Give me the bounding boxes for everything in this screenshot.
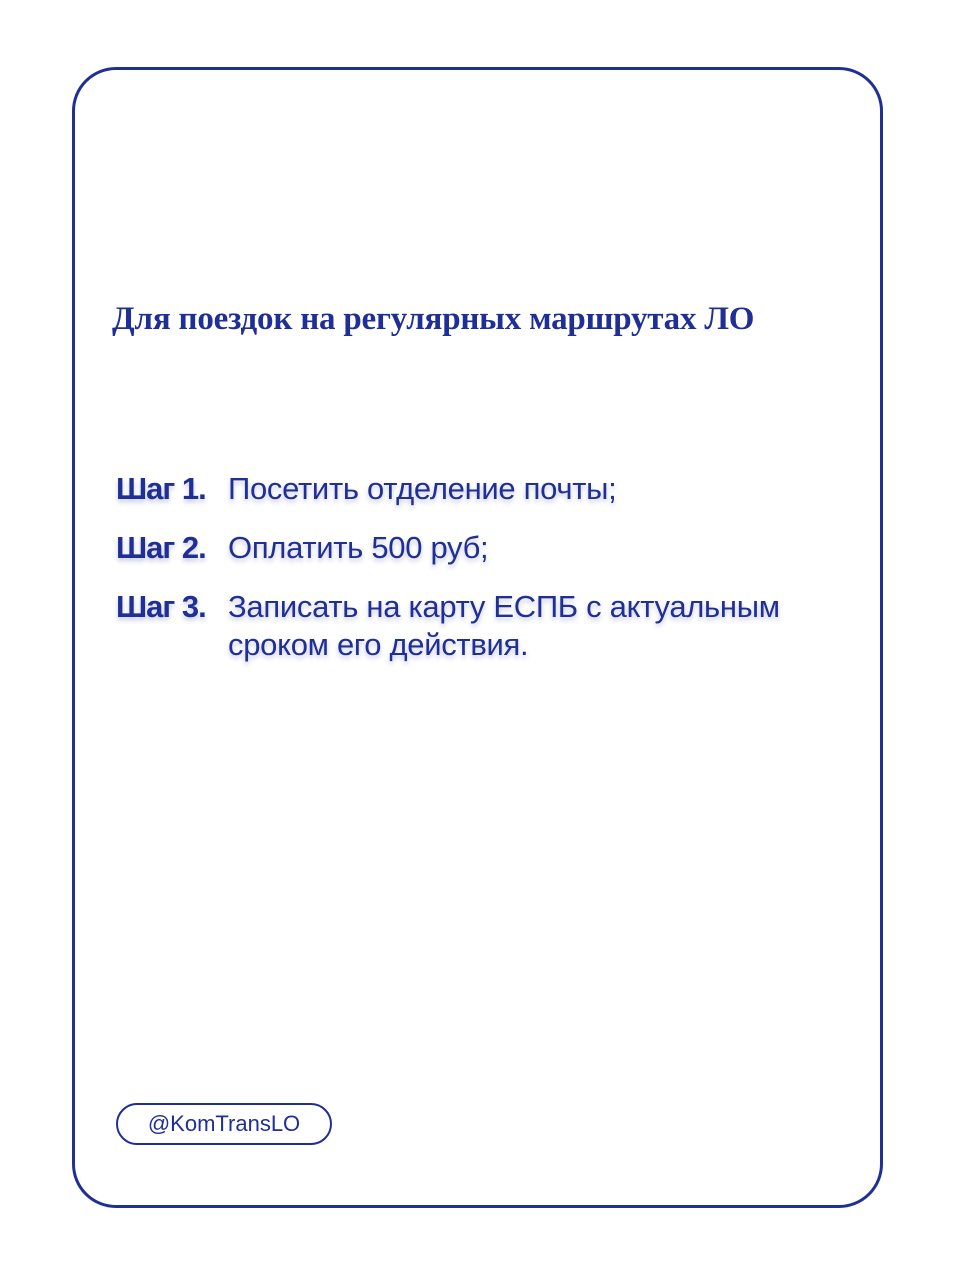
step-text: Записать на карту ЕСПБ с актуальным сроком его действия. xyxy=(228,588,780,663)
page-title: Для поездок на регулярных маршрутах ЛО xyxy=(112,301,755,337)
social-handle-badge: @KomTransLO xyxy=(116,1103,332,1145)
step-text: Посетить отделение почты; xyxy=(228,471,617,506)
step-label: Шаг 2. xyxy=(116,529,206,565)
step-text: Оплатить 500 руб; xyxy=(228,529,489,565)
steps-list xyxy=(116,470,856,685)
step-item xyxy=(116,529,856,568)
step-item xyxy=(116,588,856,666)
step-item xyxy=(116,470,856,509)
step-label: Шаг 1. xyxy=(116,471,206,506)
step-label: Шаг 3. xyxy=(116,588,206,624)
